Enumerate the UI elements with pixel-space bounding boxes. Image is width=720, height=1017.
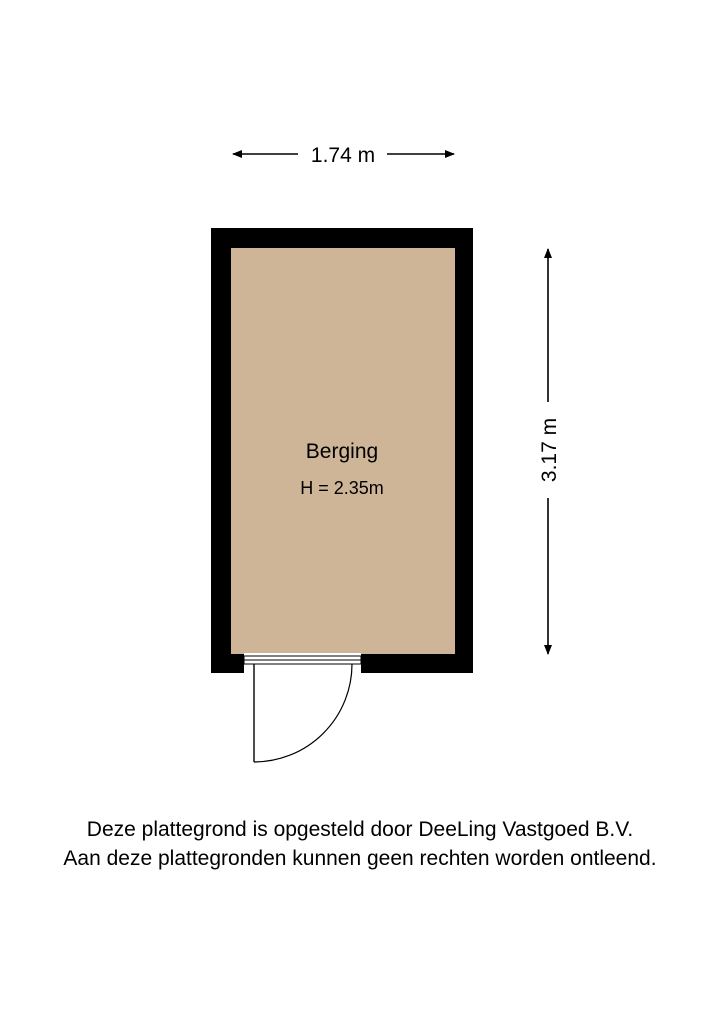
depth-dimension [538,249,561,654]
room-berging [211,228,473,762]
disclaimer-line-1: Deze plattegrond is opgesteld door DeeLing Vastgoed B.V. [86,818,634,841]
width-dimension [233,144,454,167]
disclaimer-line-2: Aan deze plattegronden kunnen geen rechten worden ontleend. [63,847,657,870]
room-name: Berging [305,440,379,463]
width-label: 1.74 m [310,144,376,167]
door-arc [254,664,352,762]
depth-label: 3.17 m [538,417,561,483]
room-height: H = 2.35m [300,478,384,498]
door-swing [254,664,352,762]
